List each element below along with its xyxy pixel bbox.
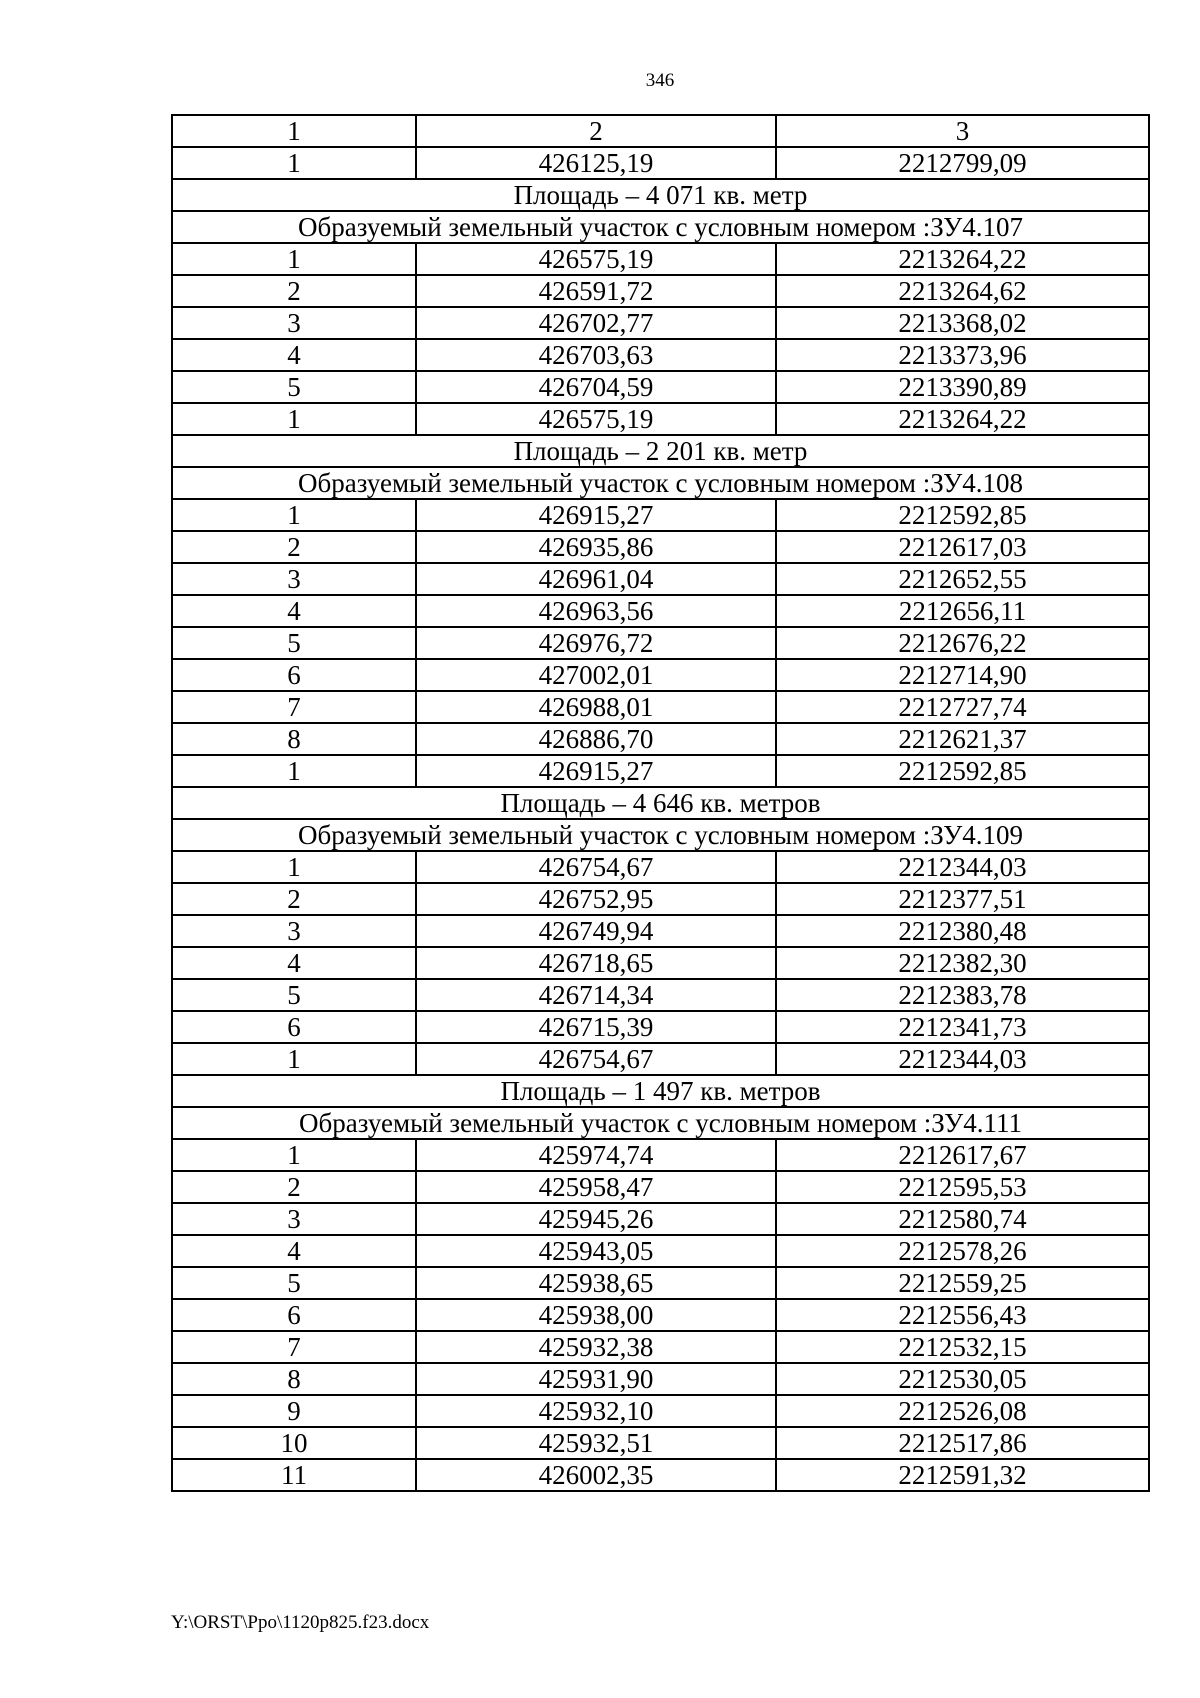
table-row [172, 1363, 1149, 1395]
x-coordinate-cell: 426749,94 [416, 915, 776, 947]
x-coordinate-cell: 426714,34 [416, 979, 776, 1011]
y-coordinate-cell: 2213264,22 [776, 403, 1149, 435]
y-coordinate-cell: 2212595,53 [776, 1171, 1149, 1203]
point-number-cell: 5 [172, 627, 416, 659]
table-row [172, 851, 1149, 883]
y-coordinate-cell: 2212341,73 [776, 1011, 1149, 1043]
point-number-cell: 1 [172, 851, 416, 883]
table-row [172, 1427, 1149, 1459]
point-number-cell: 7 [172, 691, 416, 723]
area-row [172, 787, 1149, 819]
x-coordinate-cell: 426575,19 [416, 243, 776, 275]
table-row [172, 499, 1149, 531]
table-row [172, 947, 1149, 979]
point-number-cell: 4 [172, 1235, 416, 1267]
table-row [172, 371, 1149, 403]
y-coordinate-cell: 2212621,37 [776, 723, 1149, 755]
y-coordinate-cell: 2212592,85 [776, 755, 1149, 787]
y-coordinate-cell: 2212652,55 [776, 563, 1149, 595]
footer-file-path: Y:\ORST\Ppo\1120p825.f23.docx [171, 1612, 430, 1633]
area-cell: Площадь – 1 497 кв. метров [172, 1075, 1149, 1107]
y-coordinate-cell: 2212559,25 [776, 1267, 1149, 1299]
table-row [172, 275, 1149, 307]
point-number-cell: 8 [172, 1363, 416, 1395]
y-coordinate-cell: 2212580,74 [776, 1203, 1149, 1235]
point-number-cell: 4 [172, 947, 416, 979]
point-number-cell: 7 [172, 1331, 416, 1363]
y-coordinate-cell: 2212383,78 [776, 979, 1149, 1011]
x-coordinate-cell: 426125,19 [416, 147, 776, 179]
area-row [172, 179, 1149, 211]
x-coordinate-cell: 426703,63 [416, 339, 776, 371]
table-row [172, 1459, 1149, 1491]
table-row [172, 1331, 1149, 1363]
y-coordinate-cell: 2212592,85 [776, 499, 1149, 531]
area-row [172, 435, 1149, 467]
y-coordinate-cell: 2213264,22 [776, 243, 1149, 275]
point-number-cell: 6 [172, 1011, 416, 1043]
x-coordinate-cell: 426988,01 [416, 691, 776, 723]
point-number-cell: 3 [172, 307, 416, 339]
x-coordinate-cell: 425958,47 [416, 1171, 776, 1203]
table-row [172, 723, 1149, 755]
table-row [172, 243, 1149, 275]
y-coordinate-cell: 2212530,05 [776, 1363, 1149, 1395]
table-row [172, 403, 1149, 435]
x-coordinate-cell: 426752,95 [416, 883, 776, 915]
x-coordinate-cell: 426702,77 [416, 307, 776, 339]
plot-title-cell: Образуемый земельный участок с условным номером :ЗУ4.111 [172, 1107, 1149, 1139]
y-coordinate-cell: 2212714,90 [776, 659, 1149, 691]
y-coordinate-cell: 2212526,08 [776, 1395, 1149, 1427]
x-coordinate-cell: 426754,67 [416, 1043, 776, 1075]
x-coordinate-cell: 425945,26 [416, 1203, 776, 1235]
x-coordinate-cell: 425931,90 [416, 1363, 776, 1395]
table-row [172, 1267, 1149, 1299]
header-cell-x: 2 [416, 115, 776, 147]
table-row [172, 595, 1149, 627]
header-cell-y: 3 [776, 115, 1149, 147]
point-number-cell: 2 [172, 1171, 416, 1203]
plot-title-cell: Образуемый земельный участок с условным номером :ЗУ4.107 [172, 211, 1149, 243]
point-number-cell: 10 [172, 1427, 416, 1459]
area-cell: Площадь – 4 071 кв. метр [172, 179, 1149, 211]
point-number-cell: 1 [172, 1043, 416, 1075]
y-coordinate-cell: 2213390,89 [776, 371, 1149, 403]
x-coordinate-cell: 425943,05 [416, 1235, 776, 1267]
y-coordinate-cell: 2212799,09 [776, 147, 1149, 179]
table-header-row [172, 115, 1149, 147]
y-coordinate-cell: 2212578,26 [776, 1235, 1149, 1267]
table-row [172, 1011, 1149, 1043]
table-row [172, 1139, 1149, 1171]
point-number-cell: 11 [172, 1459, 416, 1491]
point-number-cell: 5 [172, 979, 416, 1011]
plot-title-row [172, 467, 1149, 499]
x-coordinate-cell: 425932,38 [416, 1331, 776, 1363]
point-number-cell: 1 [172, 499, 416, 531]
y-coordinate-cell: 2212377,51 [776, 883, 1149, 915]
x-coordinate-cell: 426963,56 [416, 595, 776, 627]
point-number-cell: 5 [172, 371, 416, 403]
y-coordinate-cell: 2212382,30 [776, 947, 1149, 979]
x-coordinate-cell: 426591,72 [416, 275, 776, 307]
plot-title-row [172, 1107, 1149, 1139]
y-coordinate-cell: 2212517,86 [776, 1427, 1149, 1459]
coordinates-table [171, 114, 1150, 1492]
y-coordinate-cell: 2212617,03 [776, 531, 1149, 563]
table-row [172, 691, 1149, 723]
point-number-cell: 6 [172, 659, 416, 691]
point-number-cell: 2 [172, 531, 416, 563]
table-row [172, 659, 1149, 691]
y-coordinate-cell: 2212727,74 [776, 691, 1149, 723]
point-number-cell: 4 [172, 339, 416, 371]
x-coordinate-cell: 425938,00 [416, 1299, 776, 1331]
x-coordinate-cell: 426002,35 [416, 1459, 776, 1491]
y-coordinate-cell: 2212591,32 [776, 1459, 1149, 1491]
table-row [172, 883, 1149, 915]
area-row [172, 1075, 1149, 1107]
table-row [172, 339, 1149, 371]
x-coordinate-cell: 427002,01 [416, 659, 776, 691]
point-number-cell: 6 [172, 1299, 416, 1331]
table-row [172, 1171, 1149, 1203]
point-number-cell: 3 [172, 915, 416, 947]
x-coordinate-cell: 426915,27 [416, 755, 776, 787]
table-row [172, 147, 1149, 179]
point-number-cell: 9 [172, 1395, 416, 1427]
x-coordinate-cell: 426961,04 [416, 563, 776, 595]
y-coordinate-cell: 2212532,15 [776, 1331, 1149, 1363]
point-number-cell: 1 [172, 403, 416, 435]
point-number-cell: 1 [172, 243, 416, 275]
point-number-cell: 5 [172, 1267, 416, 1299]
point-number-cell: 1 [172, 1139, 416, 1171]
x-coordinate-cell: 426886,70 [416, 723, 776, 755]
x-coordinate-cell: 425974,74 [416, 1139, 776, 1171]
x-coordinate-cell: 426976,72 [416, 627, 776, 659]
point-number-cell: 4 [172, 595, 416, 627]
point-number-cell: 1 [172, 147, 416, 179]
point-number-cell: 8 [172, 723, 416, 755]
coordinates-table-body [172, 115, 1149, 1491]
y-coordinate-cell: 2212676,22 [776, 627, 1149, 659]
plot-title-row [172, 211, 1149, 243]
table-row [172, 1395, 1149, 1427]
x-coordinate-cell: 426575,19 [416, 403, 776, 435]
point-number-cell: 2 [172, 883, 416, 915]
y-coordinate-cell: 2212344,03 [776, 1043, 1149, 1075]
x-coordinate-cell: 425932,51 [416, 1427, 776, 1459]
table-row [172, 627, 1149, 659]
x-coordinate-cell: 426915,27 [416, 499, 776, 531]
table-row [172, 915, 1149, 947]
x-coordinate-cell: 426754,67 [416, 851, 776, 883]
page-number: 346 [645, 70, 675, 91]
table-row [172, 531, 1149, 563]
x-coordinate-cell: 426715,39 [416, 1011, 776, 1043]
table-row [172, 1235, 1149, 1267]
y-coordinate-cell: 2213373,96 [776, 339, 1149, 371]
x-coordinate-cell: 426704,59 [416, 371, 776, 403]
point-number-cell: 1 [172, 755, 416, 787]
table-row [172, 307, 1149, 339]
table-row [172, 1043, 1149, 1075]
y-coordinate-cell: 2213264,62 [776, 275, 1149, 307]
area-cell: Площадь – 4 646 кв. метров [172, 787, 1149, 819]
x-coordinate-cell: 425938,65 [416, 1267, 776, 1299]
plot-title-cell: Образуемый земельный участок с условным номером :ЗУ4.108 [172, 467, 1149, 499]
table-row [172, 979, 1149, 1011]
y-coordinate-cell: 2212344,03 [776, 851, 1149, 883]
x-coordinate-cell: 426935,86 [416, 531, 776, 563]
y-coordinate-cell: 2213368,02 [776, 307, 1149, 339]
table-row [172, 563, 1149, 595]
x-coordinate-cell: 426718,65 [416, 947, 776, 979]
plot-title-row [172, 819, 1149, 851]
y-coordinate-cell: 2212380,48 [776, 915, 1149, 947]
point-number-cell: 2 [172, 275, 416, 307]
table-row [172, 755, 1149, 787]
point-number-cell: 3 [172, 563, 416, 595]
plot-title-cell: Образуемый земельный участок с условным номером :ЗУ4.109 [172, 819, 1149, 851]
area-cell: Площадь – 2 201 кв. метр [172, 435, 1149, 467]
y-coordinate-cell: 2212617,67 [776, 1139, 1149, 1171]
point-number-cell: 3 [172, 1203, 416, 1235]
table-row [172, 1299, 1149, 1331]
y-coordinate-cell: 2212656,11 [776, 595, 1149, 627]
table-row [172, 1203, 1149, 1235]
header-cell-point-number: 1 [172, 115, 416, 147]
y-coordinate-cell: 2212556,43 [776, 1299, 1149, 1331]
x-coordinate-cell: 425932,10 [416, 1395, 776, 1427]
